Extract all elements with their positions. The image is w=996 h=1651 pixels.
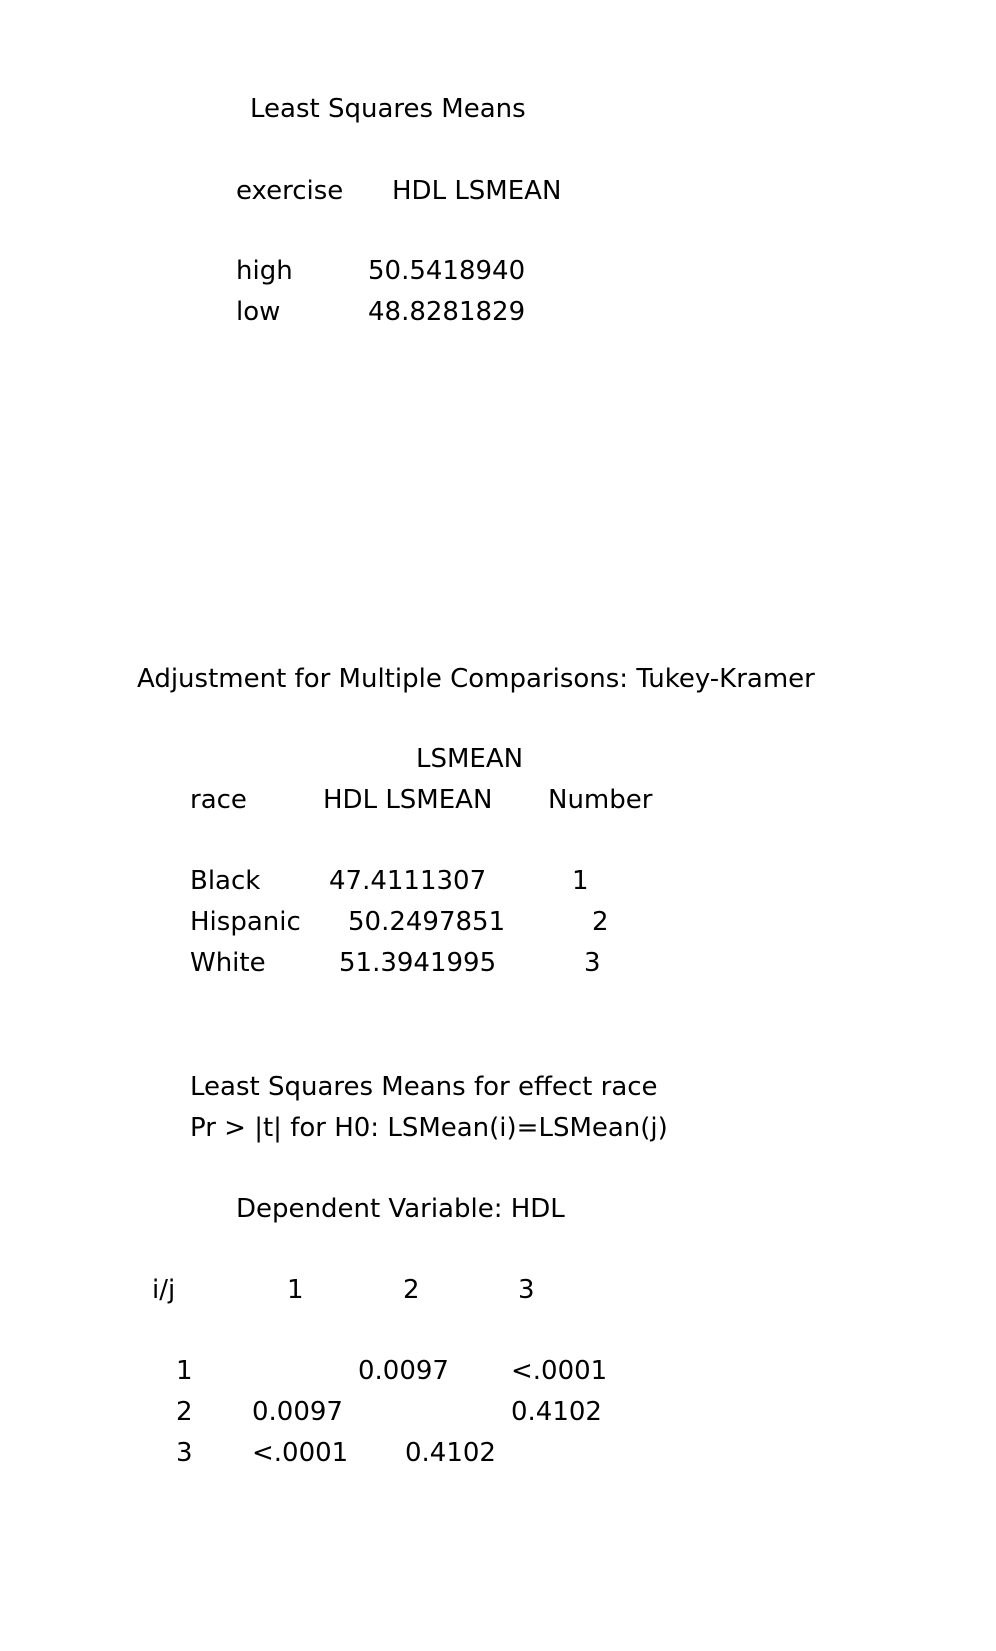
matrix-cell-3-1: <.0001 [252, 1438, 349, 1468]
race-number-black: 1 [572, 866, 589, 896]
exercise-level-high: high [236, 256, 293, 286]
race-number-hispanic: 2 [592, 907, 609, 937]
race-value-hispanic: 50.2497851 [348, 907, 506, 937]
hypothesis-title: Pr > |t| for H0: LSMean(i)=LSMean(j) [190, 1113, 668, 1143]
race-header: race [190, 785, 247, 815]
exercise-level-low: low [236, 297, 281, 327]
exercise-value-low: 48.8281829 [368, 297, 526, 327]
race-value-white: 51.3941995 [339, 948, 497, 978]
matrix-corner-label: i/j [152, 1275, 176, 1305]
race-name-hispanic: Hispanic [190, 907, 301, 937]
lsmean-top-header: LSMEAN [416, 744, 524, 774]
matrix-cell-2-3: 0.4102 [511, 1397, 602, 1427]
matrix-row-label-1: 1 [176, 1356, 193, 1386]
hdl-lsmean-header: HDL LSMEAN [392, 176, 562, 206]
race-name-black: Black [190, 866, 261, 896]
matrix-cell-1-3: <.0001 [511, 1356, 608, 1386]
race-number-white: 3 [584, 948, 601, 978]
matrix-cell-1-2: 0.0097 [358, 1356, 449, 1386]
matrix-cell-2-1: 0.0097 [252, 1397, 343, 1427]
lsmean-number-header: Number [548, 785, 653, 815]
exercise-header: exercise [236, 176, 344, 206]
adjustment-title: Adjustment for Multiple Comparisons: Tukey-Kramer [137, 664, 815, 694]
matrix-col-header-2: 2 [403, 1275, 420, 1305]
lsmeans-title: Least Squares Means [250, 94, 526, 124]
race-name-white: White [190, 948, 266, 978]
exercise-value-high: 50.5418940 [368, 256, 526, 286]
matrix-row-label-3: 3 [176, 1438, 193, 1468]
matrix-cell-3-2: 0.4102 [405, 1438, 496, 1468]
matrix-row-label-2: 2 [176, 1397, 193, 1427]
race-hdl-lsmean-header: HDL LSMEAN [323, 785, 493, 815]
race-value-black: 47.4111307 [329, 866, 487, 896]
effect-title: Least Squares Means for effect race [190, 1072, 658, 1102]
matrix-col-header-3: 3 [518, 1275, 535, 1305]
dependent-variable: Dependent Variable: HDL [236, 1194, 565, 1224]
matrix-col-header-1: 1 [287, 1275, 304, 1305]
